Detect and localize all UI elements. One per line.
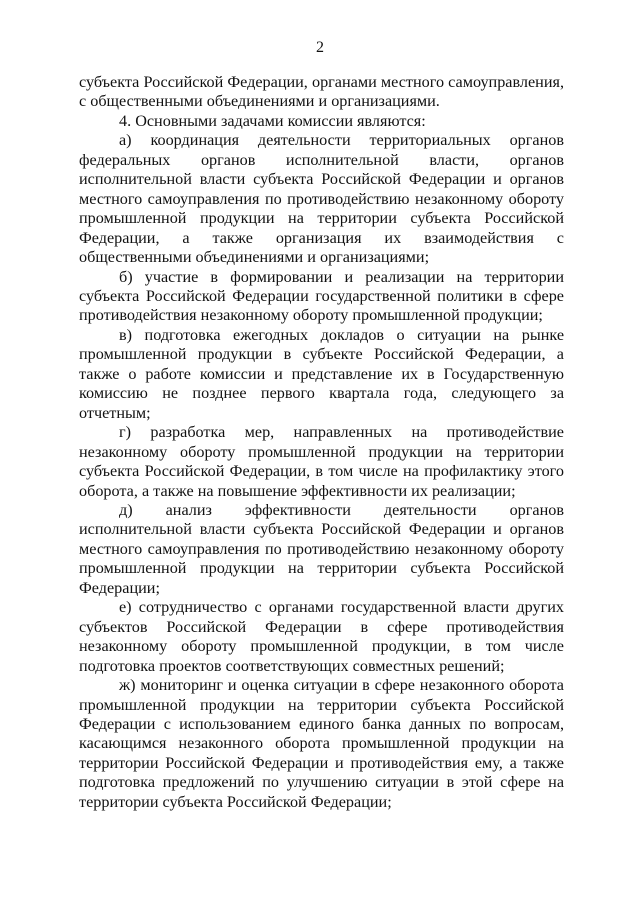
page-number: 2 bbox=[316, 39, 324, 56]
document-body bbox=[79, 73, 564, 812]
paragraph-item-d: д) анализ эффективности деятельности органов исполнительной власти субъекта Российской Федерации и органов местного самоуправления по противодействию незаконному обороту промышленной продукции на территории субъекта Российской Федерации; bbox=[79, 500, 564, 597]
paragraph-item-zh: ж) мониторинг и оценка ситуации в сфере незаконного оборота промышленной продукции на территории субъекта Российской Федерации с использованием единого банка данных по вопросам, касающимся незаконного оборота промышленной продукции на территории Российской Федерации и противодействия ему, а также подготовка предложений по улучшению ситуации в этой сфере на территории субъекта Российской Федерации; bbox=[79, 676, 564, 811]
paragraph-continuation: субъекта Российской Федерации, органами местного самоуправления, с общественными объединениями и организациями. bbox=[79, 73, 564, 111]
paragraph-item-b: б) участие в формировании и реализации на территории субъекта Российской Федерации государственной политики в сфере противодействия незаконному обороту промышленной продукции; bbox=[79, 267, 564, 325]
paragraph-item-g: г) разработка мер, направленных на противодействие незаконному обороту промышленной продукции на территории субъекта Российской Федерации, в том числе на профилактику этого оборота, а также на повышение эффективности их реализации; bbox=[79, 423, 564, 500]
paragraph-item-a: а) координация деятельности территориальных органов федеральных органов исполнительной власти, органов исполнительной власти субъекта Российской Федерации и органов местного самоуправления по противодействию незаконному обороту промышленной продукции на территории субъекта Российской Федерации, а также организация их взаимодействия с общественными объединениями и организациями; bbox=[79, 131, 564, 267]
paragraph-item-v: в) подготовка ежегодных докладов о ситуации на рынке промышленной продукции в субъекте Российской Федерации, а также о работе комиссии и представление их в Государственную комиссию не позднее первого квартала года, следующего за отчетным; bbox=[79, 325, 564, 422]
paragraph-item-e: е) сотрудничество с органами государственной власти других субъектов Российской Федерации в сфере противодействия незаконному обороту промышленной продукции, в том числе подготовка проектов соответствующих совместных решений; bbox=[79, 598, 564, 675]
paragraph-section-4-heading: 4. Основными задачами комиссии являются: bbox=[119, 111, 426, 130]
